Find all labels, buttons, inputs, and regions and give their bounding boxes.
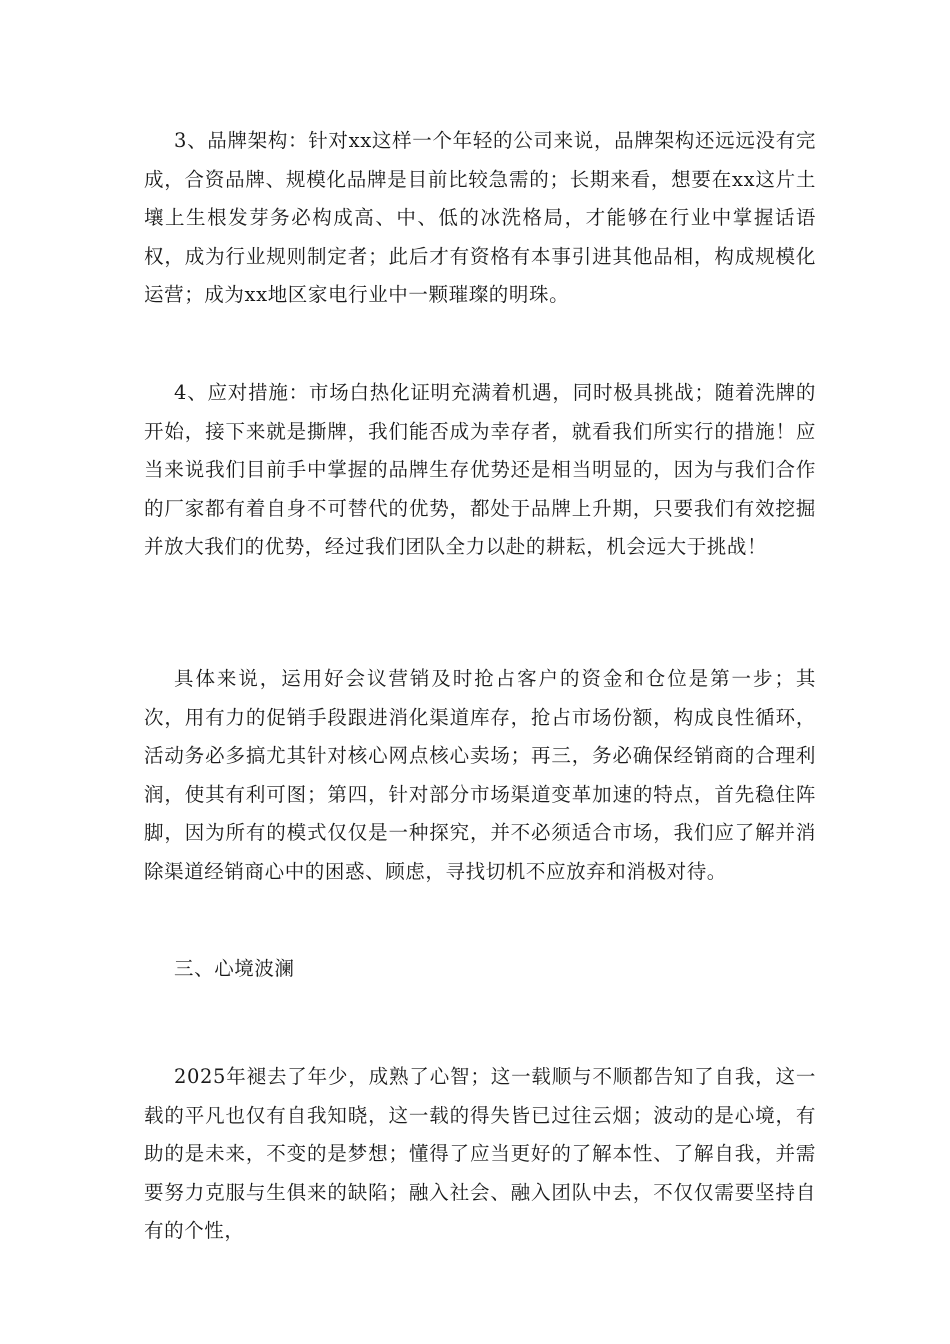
paragraph-brand-architecture: 3、品牌架构：针对xx这样一个年轻的公司来说，品牌架构还远远没有完成，合资品牌、规模化品牌是目前比较急需的；长期来看，想要在xx这片土壤上生根发芽务必构成高、中、低的冰洗格局，才能够在行业中掌握话语权，成为行业规则制定者；此后才有资格有本事引进其他品相，构成规模化运营；成为xx地区家电行业中一颗璀璨的明珠。 xyxy=(144,129,816,306)
paragraph-countermeasures: 4、应对措施：市场白热化证明充满着机遇，同时极具挑战；随着洗牌的开始，接下来就是撕牌，我们能否成为幸存者，就看我们所实行的措施！应当来说我们目前手中掌握的品牌生存优势还是相当明显的，因为与我们合作的厂家都有着自身不可替代的优势，都处于品牌上升期，只要我们有效挖掘并放大我们的优势，经过我们团队全力以赴的耕耘，机会远大于挑战！ xyxy=(144,381,816,558)
paragraph-reflection: 2025年褪去了年少，成熟了心智；这一载顺与不顺都告知了自我，这一载的平凡也仅有自我知晓，这一载的得失皆已过往云烟；波动的是心境，有助的是未来，不变的是梦想；懂得了应当更好的了解本性、了解自我，并需要努力克服与生俱来的缺陷；融入社会、融入团队中去，不仅仅需要坚持自有的个性， xyxy=(144,1065,816,1242)
paragraph-specific-actions: 具体来说，运用好会议营销及时抢占客户的资金和仓位是第一步；其次，用有力的促销手段跟进消化渠道库存，抢占市场份额，构成良性循环，活动务必多搞尤其针对核心网点核心卖场；再三，务必确保经销商的合理利润，使其有利可图；第四，针对部分市场渠道变革加速的特点，首先稳住阵脚，因为所有的模式仅仅是一种探究，并不必须适合市场，我们应了解并消除渠道经销商心中的困惑、顾虑，寻找切机不应放弃和消极对待。 xyxy=(144,667,816,883)
section-heading: 三、心境波澜 xyxy=(174,957,295,980)
